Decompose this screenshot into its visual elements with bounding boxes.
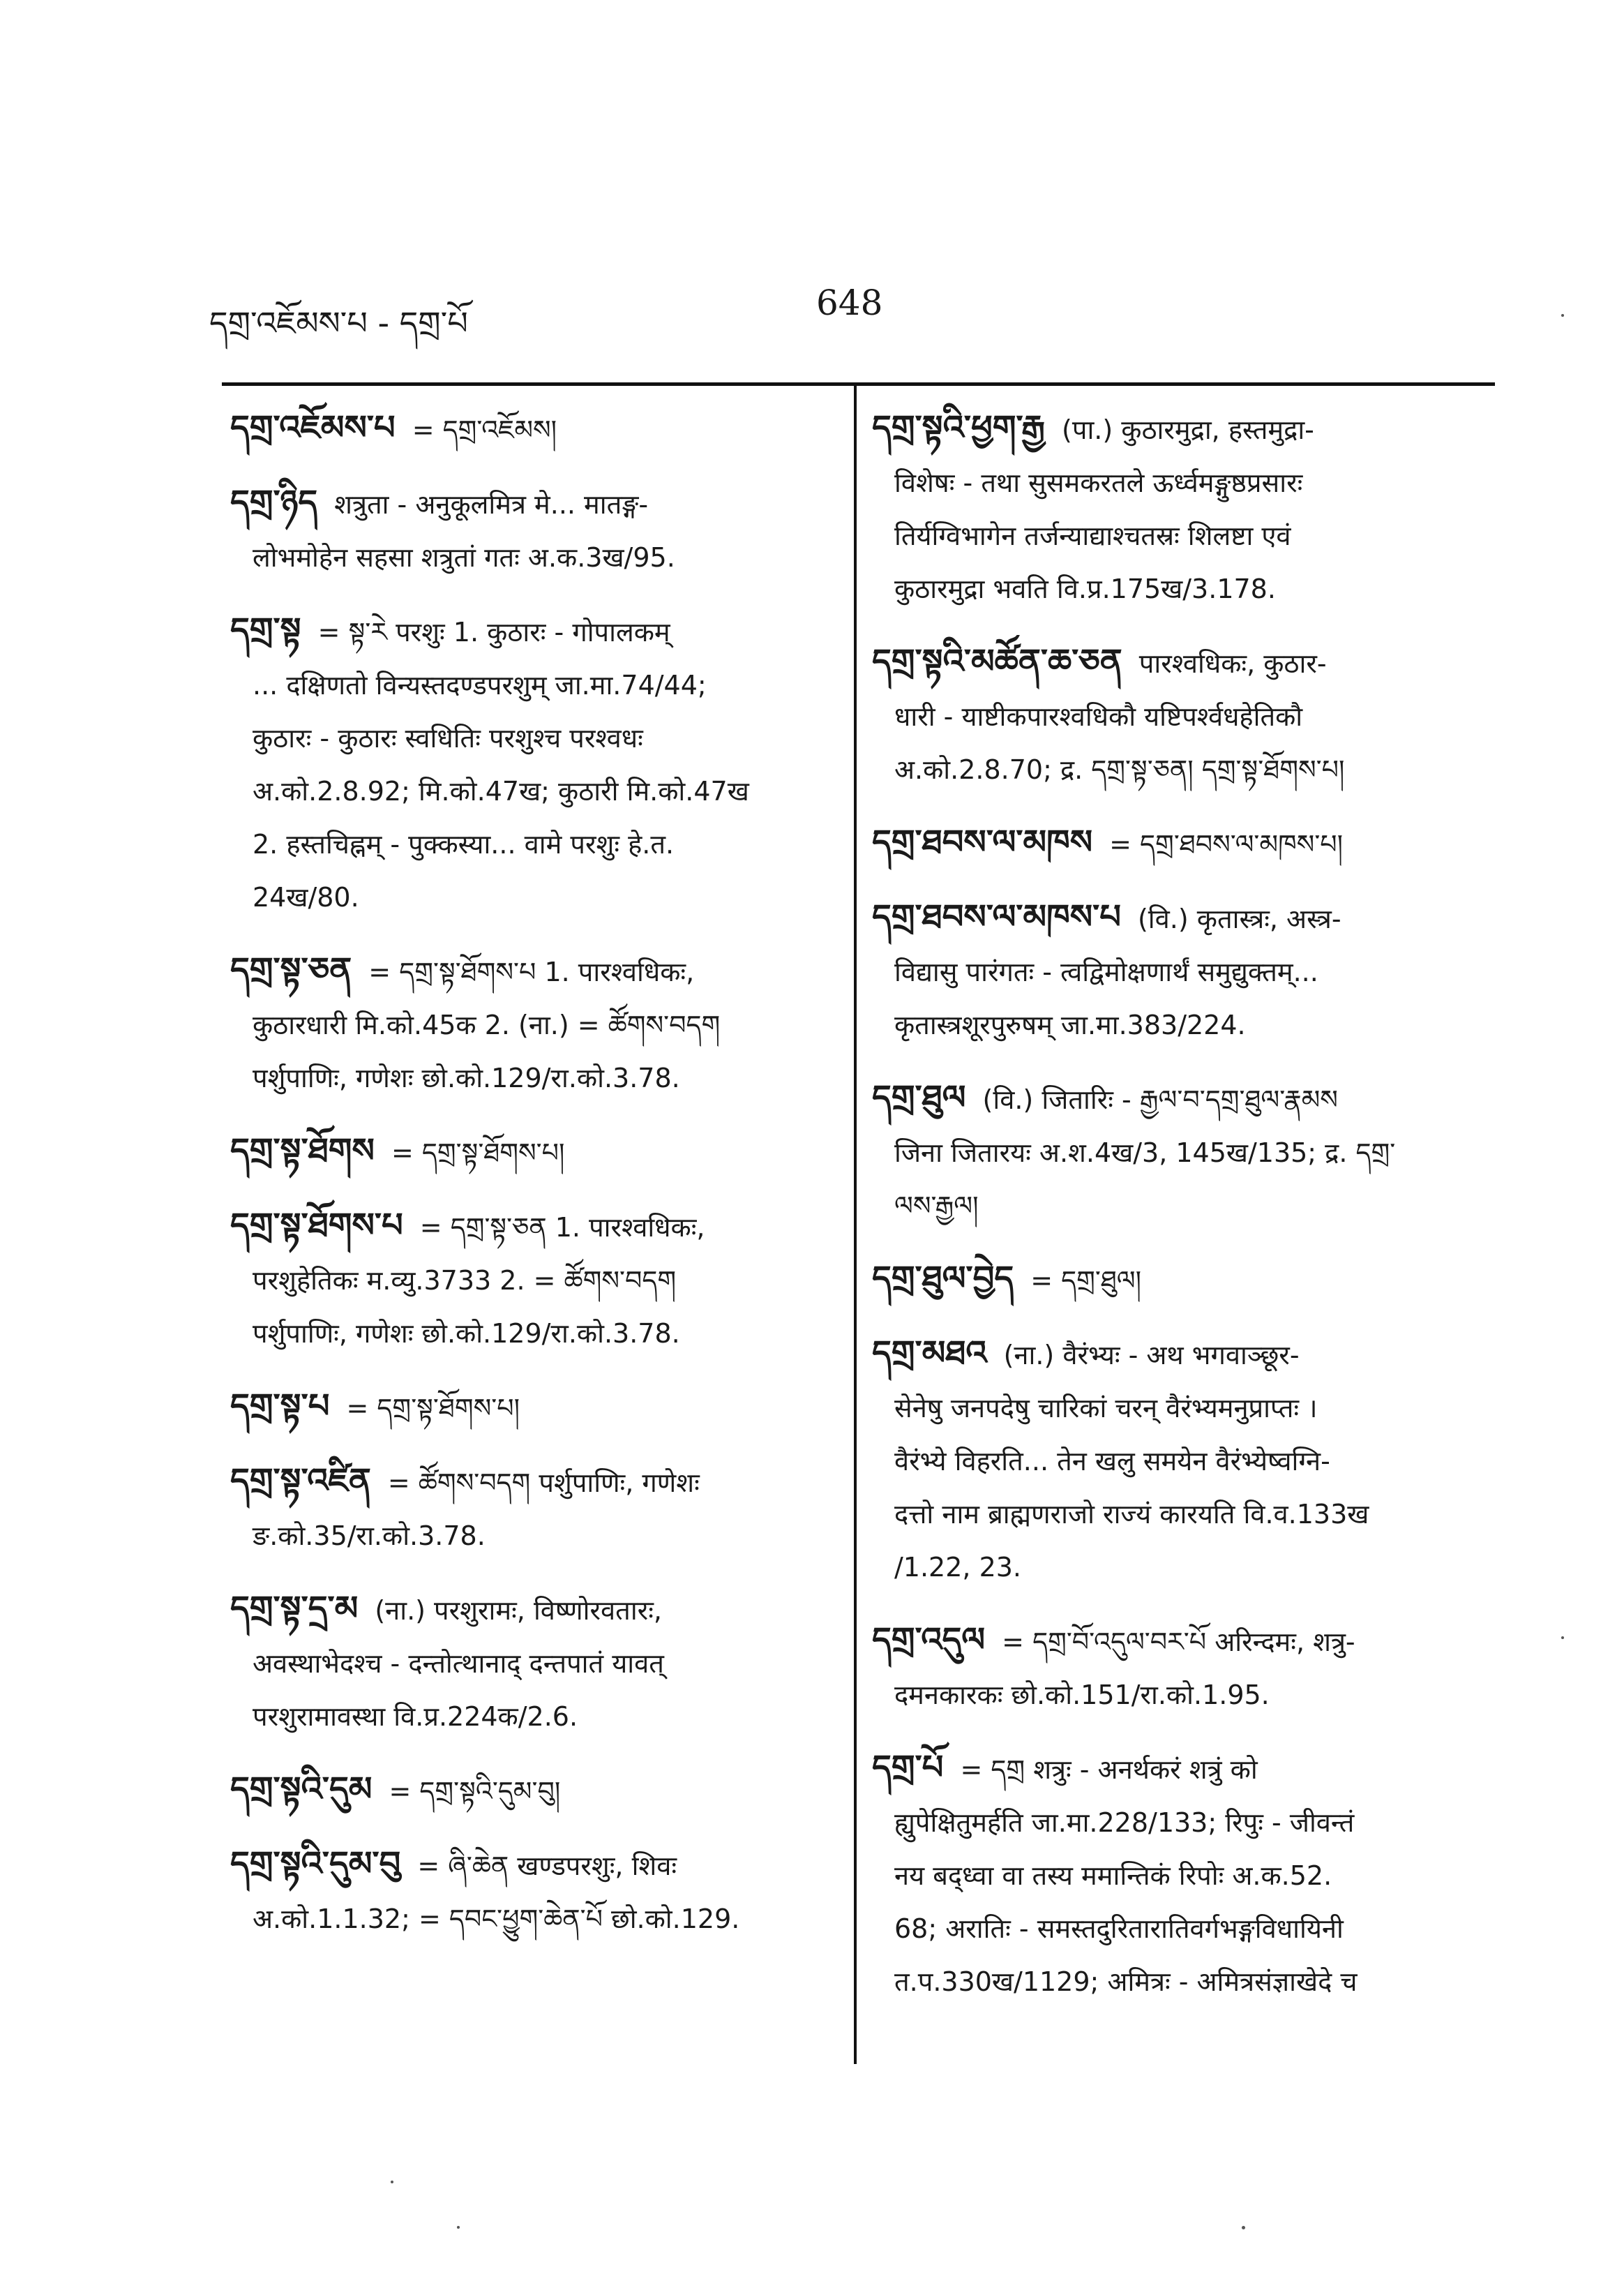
entry-first-line bbox=[872, 635, 1486, 690]
entry-text: /1.22, 23. bbox=[894, 1552, 1022, 1583]
entry-first-line bbox=[230, 1124, 844, 1179]
entry-text: विद्यासु पारंगतः - त्वद्विमोक्षणार्थं समुद्युक्तम्... bbox=[894, 957, 1318, 987]
entry-headword: དགྲ་ཉིད bbox=[230, 483, 318, 522]
entry-headword: དགྲ་འཇོམས་པ bbox=[230, 408, 396, 447]
entry-text: अ.को.1.1.32; = དབང་ཕྱུག་ཆེན་པོ छो.को.129. bbox=[253, 1904, 740, 1934]
entry-continuation-line bbox=[872, 945, 1486, 999]
scan-speck bbox=[1242, 2226, 1245, 2229]
entry-text: = དགྲ་སྟ་ཅན 1. पारश्वधिकः, bbox=[419, 1212, 705, 1243]
entry-text: पर्शुपाणिः, गणेशः छो.को.129/रा.को.3.78. bbox=[253, 1063, 680, 1093]
entry-headword: དགྲ་སྟ་ཐོགས bbox=[230, 1131, 375, 1170]
entry-text: = ཚོགས་བདག पर्शुपाणिः, गणेशः bbox=[387, 1467, 700, 1498]
entry-text: वैरंभ्ये विहरति... तेन खलु समयेन वैरंभ्येष्वग्नि- bbox=[894, 1446, 1330, 1477]
entry-text: अवस्थाभेदश्च - दन्तोत्थानाद् दन्तपातं यावत् bbox=[253, 1648, 664, 1679]
entry-continuation-line bbox=[230, 531, 844, 584]
dictionary-entry bbox=[230, 604, 844, 924]
page-number: 648 bbox=[816, 283, 883, 323]
entry-first-line bbox=[230, 1837, 844, 1892]
entry-headword: དགྲ་ཐབས་ལ་མཁས bbox=[872, 823, 1093, 862]
entry-continuation-line bbox=[872, 1849, 1486, 1902]
entry-text: कुठारधारी मि.को.45क 2. (ना.) = ཚོགས་བདག bbox=[253, 1010, 721, 1040]
entry-text: = དགྲ་སྟ་ཐོགས་པ། bbox=[346, 1393, 520, 1423]
scan-speck bbox=[1561, 1636, 1564, 1639]
entry-headword: དགྲ་སྟའི་དུམ bbox=[230, 1770, 373, 1809]
entry-continuation-line bbox=[872, 562, 1486, 615]
dictionary-entry bbox=[872, 1741, 1486, 2008]
entry-text: ह्युपेक्षितुमर्हति जा.मा.228/133; रिपुः - जीवन्तं bbox=[894, 1807, 1355, 1838]
entry-text: कुठारः - कुठारः स्वधितिः परशुश्च परश्वधः bbox=[253, 723, 643, 754]
entry-text: दत्तो नाम ब्राह्मणराजो राज्यं कारयति वि.व.133ख bbox=[894, 1499, 1369, 1530]
dictionary-entry bbox=[230, 401, 844, 456]
entry-continuation-line bbox=[872, 999, 1486, 1052]
header-rule bbox=[222, 382, 1495, 386]
entry-headword: དགྲ་ཐབས་ལ་མཁས་པ bbox=[872, 897, 1121, 936]
entry-continuation-line bbox=[872, 690, 1486, 743]
dictionary-entry bbox=[872, 890, 1486, 1052]
entry-text: परशुहेतिकः म.व्यु.3733 2. = ཚོགས་བདག bbox=[253, 1265, 677, 1296]
entry-headword: དགྲ་སྟ་འཛིན bbox=[230, 1461, 371, 1500]
entry-continuation-line bbox=[872, 1955, 1486, 2008]
entry-text: तिर्यग्विभागेन तर्जन्याद्याश्चतस्रः शिलष्टा एवं bbox=[894, 521, 1291, 551]
entry-headword: དགྲ་སྟའི་ཕྱག་རྒྱ bbox=[872, 408, 1046, 447]
entry-first-line bbox=[230, 1199, 844, 1254]
entry-continuation-line bbox=[230, 1307, 844, 1360]
dictionary-entry bbox=[230, 1199, 844, 1360]
entry-continuation-line bbox=[872, 1126, 1486, 1179]
entry-continuation-line bbox=[230, 999, 844, 1052]
entry-continuation-line bbox=[872, 1796, 1486, 1849]
entry-headword: དགྲ་སྟ་ཐོགས་པ bbox=[230, 1206, 403, 1245]
entry-text: जिना जितारयः अ.श.4ख/3, 145ख/135; द्र. དགྲ་ bbox=[894, 1137, 1396, 1168]
scan-speck bbox=[457, 2226, 460, 2229]
entry-continuation-line bbox=[230, 818, 844, 871]
entry-text: कृतास्त्रशूरपुरुषम् जा.मा.383/224. bbox=[894, 1010, 1246, 1040]
entry-text: = དགྲ་བོ་འདུལ་བར་པོ अरिन्दमः, शत्रु- bbox=[1002, 1627, 1355, 1657]
entry-continuation-line bbox=[872, 509, 1486, 562]
entry-text: 2. हस्तचिह्नम् - पुक्कस्या... वामे परशुः हे.त. bbox=[253, 829, 675, 860]
entry-continuation-line bbox=[230, 659, 844, 712]
entry-text: 24ख/80. bbox=[253, 882, 359, 913]
entry-headword: དགྲ་པོ bbox=[872, 1748, 944, 1787]
entry-first-line bbox=[230, 1454, 844, 1509]
entry-headword: དགྲ་སྟའི་མཚོན་ཆ་ཅན bbox=[872, 642, 1122, 681]
entry-continuation-line bbox=[230, 1690, 844, 1743]
entry-first-line bbox=[230, 1763, 844, 1818]
entry-text: अ.को.2.8.70; द्र. དགྲ་སྟ་ཅན། དགྲ་སྟ་ཐོགས་པ། bbox=[894, 754, 1345, 785]
entry-headword: དགྲ་སྟ་དྲ་མ bbox=[230, 1589, 359, 1628]
dictionary-entry bbox=[872, 816, 1486, 871]
entry-first-line bbox=[230, 943, 844, 999]
dictionary-entry bbox=[230, 1837, 844, 1945]
entry-text: ལས་རྒྱལ། bbox=[894, 1190, 979, 1221]
entry-headword: དགྲ་མཐའ bbox=[872, 1333, 987, 1373]
entry-text: त.प.330ख/1129; अमित्रः - अमित्रसंज्ञाखेदे च bbox=[894, 1966, 1358, 1997]
entry-continuation-line bbox=[872, 1668, 1486, 1721]
entry-continuation-line bbox=[872, 1435, 1486, 1488]
entry-continuation-line bbox=[872, 1488, 1486, 1541]
entry-text: (ना.) वैरंभ्यः - अथ भगवाञ्छूर- bbox=[1003, 1340, 1300, 1370]
entry-continuation-line bbox=[872, 1541, 1486, 1594]
entry-continuation-line bbox=[230, 871, 844, 924]
entry-first-line bbox=[872, 401, 1486, 456]
entry-continuation-line bbox=[230, 1254, 844, 1307]
entry-continuation-line bbox=[872, 456, 1486, 509]
entry-text: अ.को.2.8.92; मि.को.47ख; कुठारी मि.को.47ख bbox=[253, 776, 749, 807]
dictionary-entry bbox=[872, 1071, 1486, 1232]
entry-first-line bbox=[230, 1582, 844, 1637]
entry-headword: དགྲ་སྟ bbox=[230, 611, 301, 650]
entry-text: विशेषः - तथा सुसमकरतले ऊर्ध्वमङ्गुष्ठप्रसारः bbox=[894, 468, 1303, 498]
entry-continuation-line bbox=[230, 1637, 844, 1690]
entry-text: नय बद्ध्वा वा तस्य ममान्तिकं रिपोः अ.क.52. bbox=[894, 1860, 1332, 1891]
dictionary-entry bbox=[230, 1454, 844, 1562]
entry-first-line bbox=[872, 1252, 1486, 1307]
entry-text: (पा.) कुठारमुद्रा, हस्तमुद्रा- bbox=[1062, 414, 1314, 445]
dictionary-entry bbox=[872, 1252, 1486, 1307]
dictionary-entry bbox=[872, 635, 1486, 796]
entry-first-line bbox=[872, 1613, 1486, 1668]
scan-speck bbox=[1561, 314, 1564, 317]
entry-first-line bbox=[872, 890, 1486, 945]
entry-headword: དགྲ་སྟ་ཅན bbox=[230, 950, 352, 989]
entry-text: ङ.को.35/रा.को.3.78. bbox=[253, 1520, 486, 1551]
entry-continuation-line bbox=[872, 1902, 1486, 1955]
entry-first-line bbox=[872, 1741, 1486, 1796]
entry-text: = དགྲ་ཐུལ། bbox=[1030, 1265, 1142, 1296]
entry-text: 68; अरातिः - समस्तदुरितारातिवर्गभङ्गविधायिनी bbox=[894, 1913, 1344, 1944]
column-divider bbox=[854, 382, 857, 2064]
entry-text: = ཞི་ཆེན खण्डपरशुः, शिवः bbox=[417, 1851, 677, 1881]
entry-text: परशुरामावस्था वि.प्र.224क/2.6. bbox=[253, 1701, 578, 1732]
entry-text: (वि.) जितारिः - རྒྱལ་བ་དགྲ་ཐུལ་རྣམས bbox=[982, 1084, 1338, 1115]
entry-text: (वि.) कृतास्त्रः, अस्त्र- bbox=[1137, 904, 1341, 934]
entry-first-line bbox=[230, 401, 844, 456]
entry-headword: དགྲ་སྟའི་དུམ་བུ bbox=[230, 1844, 401, 1883]
entry-text: = དགྲ་སྟ་ཐོགས་པ། bbox=[391, 1137, 565, 1168]
entry-headword: དགྲ་ཐུལ bbox=[872, 1078, 966, 1117]
entry-text: कुठारमुद्रा भवति वि.प्र.175ख/3.178. bbox=[894, 574, 1276, 604]
left-column bbox=[230, 401, 844, 1965]
entry-text: ... दक्षिणतो विन्यस्तदण्डपरशुम् जा.मा.74/44; bbox=[253, 670, 707, 701]
entry-first-line bbox=[872, 1071, 1486, 1126]
entry-continuation-line bbox=[230, 765, 844, 818]
entry-first-line bbox=[230, 476, 844, 531]
dictionary-entry bbox=[230, 1380, 844, 1435]
right-column bbox=[872, 401, 1486, 2028]
scan-speck bbox=[391, 2181, 393, 2183]
entry-text: = དགྲ शत्रुः - अनर्थकरं शत्रुं को bbox=[960, 1754, 1258, 1785]
entry-text: लोभमोहेन सहसा शत्रुतां गतः अ.क.3ख/95. bbox=[253, 542, 675, 573]
entry-text: = དགྲ་སྟ་ཐོགས་པ 1. पारश्वधिकः, bbox=[368, 957, 695, 987]
dictionary-entry bbox=[872, 1613, 1486, 1721]
dictionary-entry bbox=[230, 1763, 844, 1818]
entry-continuation-line bbox=[230, 1052, 844, 1105]
entry-continuation-line bbox=[230, 1892, 844, 1945]
entry-continuation-line bbox=[230, 1509, 844, 1562]
dictionary-entry bbox=[872, 401, 1486, 615]
entry-headword: དགྲ་སྟ་པ bbox=[230, 1386, 330, 1426]
entry-text: शत्रुता - अनुकूलमित्र मे... मातङ्ग- bbox=[334, 489, 649, 520]
entry-continuation-line bbox=[872, 1179, 1486, 1232]
entry-continuation-line bbox=[230, 712, 844, 765]
running-head bbox=[209, 283, 1464, 342]
entry-headword: དགྲ་འདུལ bbox=[872, 1620, 986, 1659]
dictionary-entry bbox=[230, 943, 844, 1105]
entry-text: = དགྲ་སྟའི་དུམ་བུ། bbox=[389, 1776, 561, 1807]
entry-text: पर्शुपाणिः, गणेशः छो.को.129/रा.को.3.78. bbox=[253, 1318, 680, 1349]
dictionary-entry bbox=[230, 1124, 844, 1179]
entry-first-line bbox=[872, 1326, 1486, 1382]
entry-first-line bbox=[872, 816, 1486, 871]
entry-text: धारी - याष्टीकपारश्वधिकौ यष्टिपर्श्वधहेतिकौ bbox=[894, 701, 1303, 732]
entry-continuation-line bbox=[872, 1382, 1486, 1435]
dictionary-entry bbox=[872, 1326, 1486, 1594]
entry-text: पारश्वधिकः, कुठार- bbox=[1138, 648, 1327, 679]
entry-text: दमनकारकः छो.को.151/रा.को.1.95. bbox=[894, 1680, 1270, 1710]
entry-headword: དགྲ་ཐུལ་བྱེད bbox=[872, 1259, 1014, 1298]
dictionary-entry bbox=[230, 1582, 844, 1743]
running-head-range: དགྲ་འཇོམས་པ - དགྲ་པོ bbox=[209, 304, 468, 342]
entry-continuation-line bbox=[872, 743, 1486, 796]
entry-text: = དགྲ་ཐབས་ལ་མཁས་པ། bbox=[1109, 829, 1344, 860]
entry-first-line bbox=[230, 604, 844, 659]
dictionary-entry bbox=[230, 476, 844, 584]
entry-first-line bbox=[230, 1380, 844, 1435]
entry-text: = སྟ་རེ परशुः 1. कुठारः - गोपालकम् bbox=[317, 617, 670, 648]
entry-text: = དགྲ་འཇོམས། bbox=[412, 414, 557, 445]
entry-text: सेनेषु जनपदेषु चारिकां चरन् वैरंभ्यमनुप्राप्तः । bbox=[894, 1393, 1318, 1423]
entry-text: (ना.) परशुरामः, विष्णोरवतारः, bbox=[375, 1595, 662, 1626]
